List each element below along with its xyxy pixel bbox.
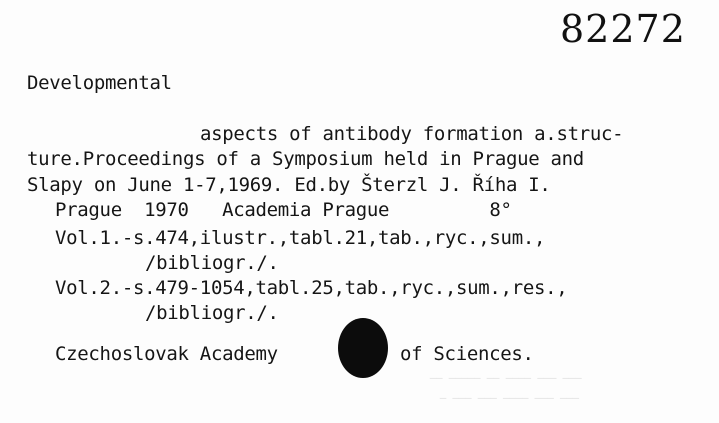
- publisher-right: of Sciences.: [400, 343, 534, 365]
- punch-hole: [338, 318, 388, 378]
- card-line-2: ture.Proceedings of a Symposium held in Prague and: [27, 148, 584, 170]
- catalog-number: 82272: [560, 7, 686, 51]
- card-line-1: aspects of antibody formation a.struc-: [200, 123, 624, 145]
- card-line-7: Vol.2.-s.479-1054,tabl.25,tab.,ryc.,sum.,res.,: [55, 277, 568, 299]
- card-line-8: /bibliogr./.: [145, 302, 279, 324]
- card-heading: Developmental: [27, 72, 172, 94]
- bleed-through-text: ——— ——— ———— ——— ——— —: [440, 391, 580, 404]
- card-line-5: Vol.1.-s.474,ilustr.,tabl.21,tab.,ryc.,sum.,: [55, 227, 546, 249]
- card-line-6: /bibliogr./.: [145, 252, 279, 274]
- publisher-left: Czechoslovak Academy: [55, 343, 278, 365]
- card-line-4: Prague 1970 Academia Prague 8°: [55, 199, 512, 221]
- card-line-3: Slapy on June 1-7,1969. Ed.by Šterzl J. Říha I.: [27, 174, 551, 196]
- bleed-through-text: ——— ——— ———— —— ————— ——: [430, 371, 582, 384]
